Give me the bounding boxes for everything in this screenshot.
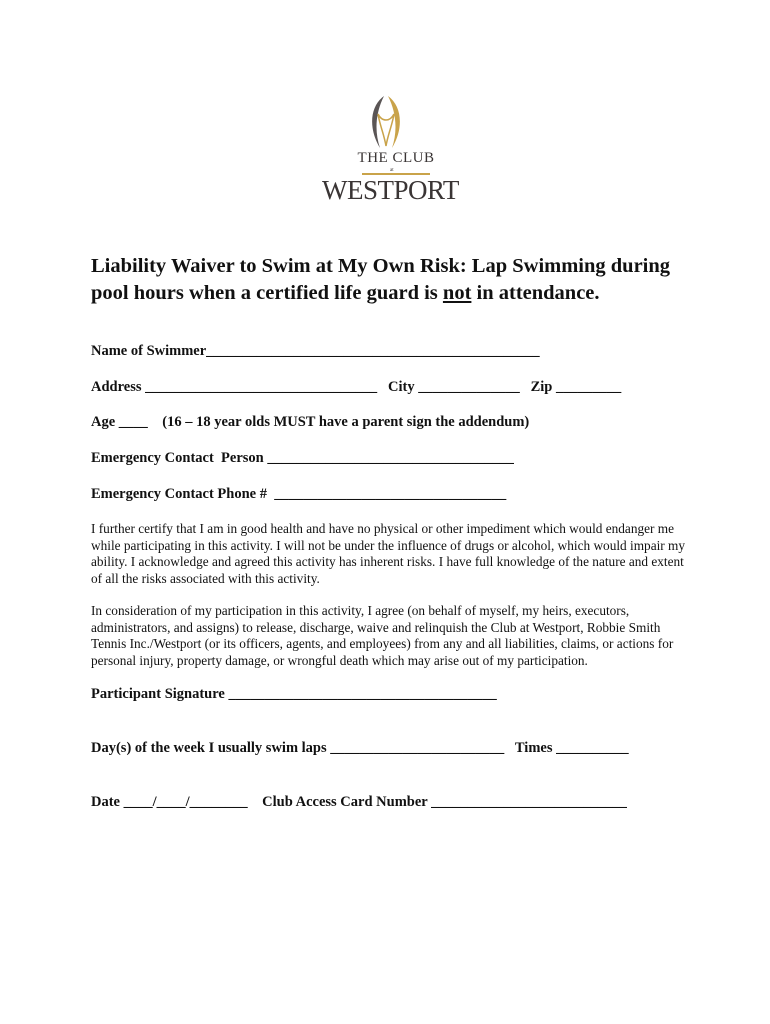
health-certification-paragraph: I further certify that I am in good health and have no physical or other impediment which would endanger me while participating in this activity. I will not be under the influence of drugs or alcohol, which would impair my ability. I acknowledge and agreed this activity has inherent risks. I have full knowledge of the nature and extent of all the risks associated with this activity.	[91, 521, 686, 586]
age-field[interactable]: Age ____ (16 – 18 year olds MUST have a parent sign the addendum)	[91, 414, 530, 430]
emergency-contact-person-field[interactable]: Emergency Contact Person __________________________________	[91, 450, 514, 466]
swimmer-name-field[interactable]: Name of Swimmer______________________________________________	[91, 343, 540, 359]
title-part2: in attendance.	[471, 282, 600, 304]
logo-at-text: at	[390, 168, 394, 173]
title-part1: Liability Waiver to Swim at My Own Risk: Lap Swimming during pool hours when a certified life guard is	[91, 255, 671, 304]
date-access-card-field[interactable]: Date ____/____/________ Club Access Card Number ___________________________	[91, 794, 627, 810]
logo-westport-text: WESTPORT	[322, 175, 459, 205]
logo-the-club-text: THE CLUB	[357, 150, 435, 166]
swim-days-times-field[interactable]: Day(s) of the week I usually swim laps ________________________ Times __________	[91, 740, 629, 756]
participant-signature-field[interactable]: Participant Signature _____________________________________	[91, 686, 497, 702]
release-paragraph: In consideration of my participation in this activity, I agree (on behalf of myself, my heirs, executors, administrators, and assigns) to release, discharge, waive and relinquish the Club at Westport, Robbie Smith Tennis Inc./Westport (or its officers, agents, and employees) from any and all liabilities, claims, or actions for personal injury, property damage, or wrongful death which may arise out of my participation.	[91, 603, 674, 668]
address-field[interactable]: Address ________________________________ City ______________ Zip _________	[91, 379, 622, 395]
emergency-contact-phone-field[interactable]: Emergency Contact Phone # ________________________________	[91, 486, 507, 502]
document-title	[91, 253, 711, 307]
logo-emblem	[366, 94, 406, 152]
title-emphasis: not	[442, 282, 472, 304]
club-logo	[318, 94, 459, 209]
